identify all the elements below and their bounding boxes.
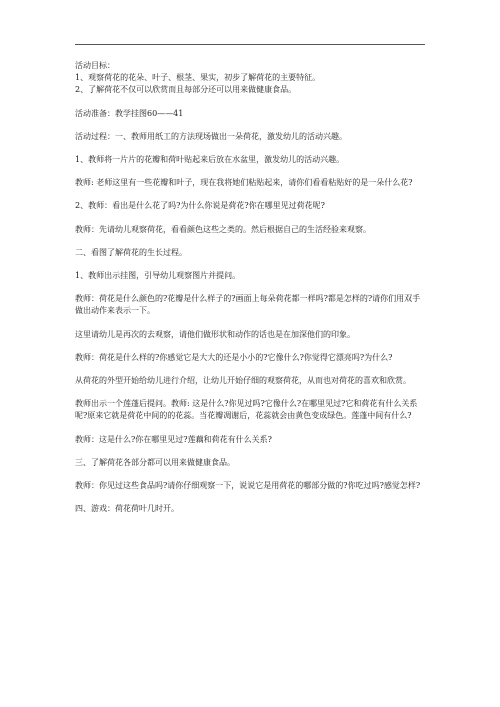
teacher-line-2: 教师：先请幼儿观察荷花，看看颜色这些之类的。然后根据自己的生活经验来观察。 <box>75 224 371 234</box>
goals-heading: 活动目标： <box>75 61 115 70</box>
document-body <box>75 60 427 526</box>
section-2-heading: 二、看图了解荷花的生长过程。 <box>75 247 187 257</box>
goal-item-1: 1、观察荷花的花朵、叶子、根茎、果实，初步了解荷花的主要特征。 <box>75 73 321 83</box>
teacher-line-7: 教师：你见过这些食品吗?请你仔细观察一下，说说它是用荷花的哪部分做的?你吃过吗?感觉怎样? <box>75 481 421 491</box>
preparation-line: 活动准备：教学挂图60——41 <box>75 108 184 118</box>
teacher-line-6: 教师：这是什么?你在哪里见过?莲藕和荷花有什么关系? <box>75 434 272 444</box>
process-step-2: 2、教师：看出是什么花了吗?为什么你说是荷花?你在哪里见过荷花呢? <box>75 201 325 211</box>
note-line-1: 这里请幼儿是再次的去观察，请他们做形状和动作的话也是在加深他们的印象。 <box>75 329 355 339</box>
teacher-line-3: 教师：荷花是什么颜色的?花瓣是什么样子的?画面上每朵荷花都一样吗?都是怎样的?请你们用双手做出动作来表示一下。 <box>75 294 421 316</box>
note-line-2: 从荷花的外型开始给幼儿进行介绍，让幼儿开始仔细的观察荷花，从而也对荷花的喜欢和欣赏。 <box>75 376 411 386</box>
section-3-heading: 三、了解荷花各部分都可以用来做健康食品。 <box>75 457 235 467</box>
goal-item-2: 2、了解荷花不仅可以欣赏而且每部分还可以用来做健康食品。 <box>75 85 297 95</box>
teacher-line-1: 教师: 老师这里有一些花瓣和叶子，现在我将她们粘贴起来，请你们看看粘贴好的是一朵什么花? <box>75 178 413 188</box>
section-4-heading: 四、游戏：荷花荷叶几时开。 <box>75 504 179 514</box>
teacher-line-4: 教师：荷花是什么样的?你感觉它是大大的还是小小的?它像什么?你觉得它漂亮吗?为什么? <box>75 352 393 362</box>
process-intro: 活动过程：一、教师用纸工的方法现场做出一朵荷花，激发幼儿的活动兴趣。 <box>75 131 347 141</box>
header-rule <box>75 44 425 45</box>
section-2-step-1: 1、教师出示挂图，引导幼儿观察图片并提问。 <box>75 271 241 281</box>
teacher-line-5: 教师出示一个莲蓬后提问。教师: 这是什么?你见过吗?它像什么?在哪里见过?它和荷花有什么关系呢?原来它就是荷花中间的的花蕊。当花瓣凋谢后，花蕊就会由黄色变成绿色。莲蓬中间有什么? <box>75 399 418 421</box>
process-step-1: 1、教师将一片片的花瓣和荷叶贴起来后放在水盆里，激发幼儿的活动兴趣。 <box>75 155 345 165</box>
